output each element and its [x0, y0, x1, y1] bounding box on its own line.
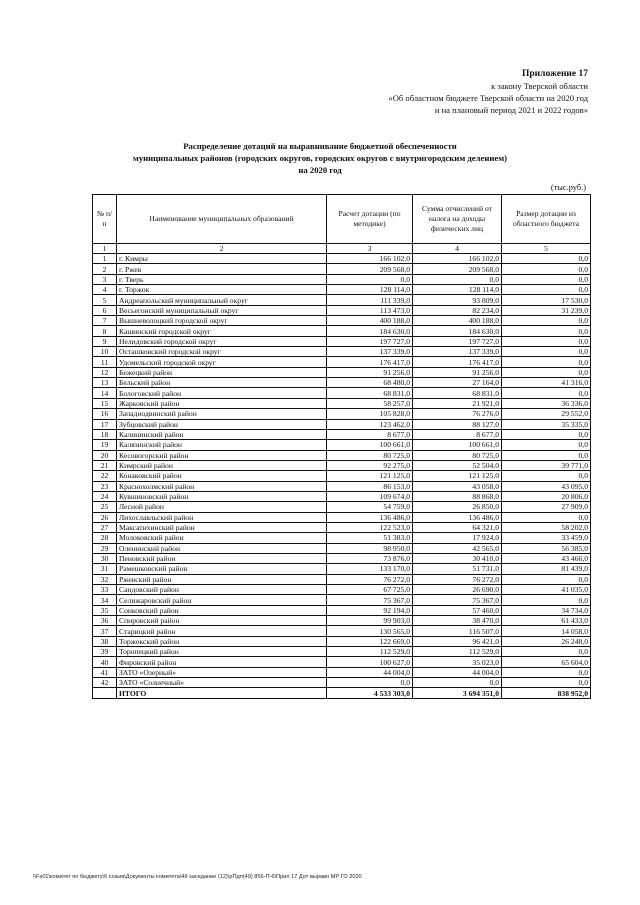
- tax-deduction-cell: 26 850,0: [413, 502, 502, 512]
- subsidy-amount-cell: 0,0: [502, 647, 591, 657]
- calculation-cell: 51 383,0: [327, 533, 413, 543]
- tax-deduction-cell: 100 661,0: [413, 440, 502, 450]
- municipality-name-cell: Спировский район: [117, 616, 327, 626]
- calculation-cell: 76 272,0: [327, 574, 413, 584]
- municipality-name-cell: Максатихинский район: [117, 522, 327, 532]
- subsidy-amount-cell: 0,0: [502, 440, 591, 450]
- subsidy-amount-cell: 33 459,0: [502, 533, 591, 543]
- calculation-cell: 130 565,0: [327, 626, 413, 636]
- row-number-cell: 7: [93, 316, 117, 326]
- table-row: [93, 636, 591, 646]
- table-row: [93, 357, 591, 367]
- municipality-name-cell: Фировский район: [117, 657, 327, 667]
- subsidy-amount-cell: 0,0: [502, 471, 591, 481]
- municipality-name-cell: Конаковский район: [117, 471, 327, 481]
- row-number-cell: 20: [93, 450, 117, 460]
- subsidy-amount-cell: 31 239,0: [502, 305, 591, 315]
- row-number-cell: 14: [93, 388, 117, 398]
- calculation-cell: 122 669,0: [327, 636, 413, 646]
- municipality-name-cell: Жарковский район: [117, 398, 327, 408]
- tax-deduction-cell: 8 677,0: [413, 429, 502, 439]
- table-row: [93, 398, 591, 408]
- table-row: [93, 616, 591, 626]
- table-row: [93, 522, 591, 532]
- municipality-name-cell: г. Торжок: [117, 285, 327, 295]
- subsidy-amount-cell: 0,0: [502, 336, 591, 346]
- title-line-3: на 2020 год: [298, 165, 342, 175]
- total-row: [93, 688, 591, 698]
- subsidy-amount-cell: 0,0: [502, 347, 591, 357]
- municipality-name-cell: Оленинский район: [117, 543, 327, 553]
- table-row: [93, 667, 591, 677]
- table-row: [93, 543, 591, 553]
- subsidy-amount-cell: 0,0: [502, 274, 591, 284]
- calculation-cell: 166 102,0: [327, 254, 413, 264]
- tax-deduction-cell: 75 367,0: [413, 595, 502, 605]
- table-row: [93, 605, 591, 615]
- calculation-cell: 92 194,0: [327, 605, 413, 615]
- calculation-cell: 400 188,0: [327, 316, 413, 326]
- table-row: [93, 595, 591, 605]
- tax-deduction-cell: 17 924,0: [413, 533, 502, 543]
- table-row: [93, 409, 591, 419]
- tax-deduction-cell: 68 831,0: [413, 388, 502, 398]
- subsidy-amount-cell: 0,0: [502, 667, 591, 677]
- calculation-cell: 109 674,0: [327, 491, 413, 501]
- table-row: [93, 440, 591, 450]
- municipality-name-cell: Рамешковский район: [117, 564, 327, 574]
- tax-deduction-cell: 0,0: [413, 274, 502, 284]
- subsidy-amount-cell: 39 771,0: [502, 460, 591, 470]
- calculation-cell: 137 339,0: [327, 347, 413, 357]
- subsidy-amount-cell: 41 316,0: [502, 378, 591, 388]
- calculation-cell: 184 630,0: [327, 326, 413, 336]
- row-number-cell: 25: [93, 502, 117, 512]
- calculation-cell: 92 275,0: [327, 460, 413, 470]
- table-row: [93, 378, 591, 388]
- calculation-cell: 176 417,0: [327, 357, 413, 367]
- municipality-name-cell: Молоковский район: [117, 533, 327, 543]
- tax-deduction-cell: 76 272,0: [413, 574, 502, 584]
- municipality-name-cell: Кесовогорский район: [117, 450, 327, 460]
- row-number-cell: 21: [93, 460, 117, 470]
- subsidy-amount-cell: 61 433,0: [502, 616, 591, 626]
- tax-deduction-cell: 52 504,0: [413, 460, 502, 470]
- table-body: [93, 254, 591, 699]
- table-row: [93, 657, 591, 667]
- row-number-cell: 32: [93, 574, 117, 584]
- column-number: 1: [93, 244, 117, 254]
- table-row: [93, 367, 591, 377]
- document-title: [60, 140, 580, 176]
- header-subsidy-amount: Размер дотации из областного бюджета: [502, 195, 591, 244]
- tax-deduction-cell: 38 470,0: [413, 616, 502, 626]
- row-number-cell: 31: [93, 564, 117, 574]
- municipality-name-cell: ЗАТО «Солнечный»: [117, 678, 327, 688]
- calculation-cell: 136 486,0: [327, 512, 413, 522]
- table-row: [93, 285, 591, 295]
- tax-deduction-cell: 128 114,0: [413, 285, 502, 295]
- total-label-cell: ИТОГО: [117, 688, 327, 698]
- subsidy-amount-cell: 27 909,0: [502, 502, 591, 512]
- file-path-footer: \\Fs01\комитет по бюджету\6 созыв\Документы комитета\49 заседание (12)\рПдп(49) 856-П-6\Прил 17 Дот выравн МР ГО 2020: [33, 874, 362, 880]
- tax-deduction-cell: 121 125,0: [413, 471, 502, 481]
- subsidy-amount-cell: 65 604,0: [502, 657, 591, 667]
- subsidy-amount-cell: 35 335,0: [502, 419, 591, 429]
- subsidy-amount-cell: 17 530,0: [502, 295, 591, 305]
- calculation-cell: 54 759,0: [327, 502, 413, 512]
- tax-deduction-cell: 57 460,0: [413, 605, 502, 615]
- row-number-cell: 35: [93, 605, 117, 615]
- column-number: 4: [413, 244, 502, 254]
- tax-deduction-cell: 197 727,0: [413, 336, 502, 346]
- subsidy-amount-cell: 81 439,0: [502, 564, 591, 574]
- tax-deduction-cell: 116 507,0: [413, 626, 502, 636]
- table-row: [93, 295, 591, 305]
- row-number-cell: 16: [93, 409, 117, 419]
- calculation-cell: 91 256,0: [327, 367, 413, 377]
- table-row: [93, 347, 591, 357]
- table-row: [93, 471, 591, 481]
- table-row: [93, 626, 591, 636]
- row-number-cell: 13: [93, 378, 117, 388]
- row-number-cell: 26: [93, 512, 117, 522]
- subsidy-amount-cell: 0,0: [502, 574, 591, 584]
- tax-deduction-cell: 76 276,0: [413, 409, 502, 419]
- row-number-cell: 9: [93, 336, 117, 346]
- subsidy-amount-cell: 29 552,0: [502, 409, 591, 419]
- row-number-cell: 8: [93, 326, 117, 336]
- subsidy-amount-cell: 0,0: [502, 367, 591, 377]
- table-row: [93, 647, 591, 657]
- row-number-cell: 17: [93, 419, 117, 429]
- tax-deduction-cell: 166 102,0: [413, 254, 502, 264]
- row-number-cell: 15: [93, 398, 117, 408]
- tax-deduction-cell: 43 058,0: [413, 481, 502, 491]
- header-tax-deductions: Сумма отчислений от налога на доходы физических лиц: [413, 195, 502, 244]
- row-number-cell: 11: [93, 357, 117, 367]
- tax-deduction-cell: 30 410,0: [413, 553, 502, 563]
- column-number: 2: [117, 244, 327, 254]
- calculation-cell: 128 114,0: [327, 285, 413, 295]
- tax-deduction-cell: 88 868,0: [413, 491, 502, 501]
- subsidy-amount-cell: 0,0: [502, 595, 591, 605]
- calculation-cell: 80 725,0: [327, 450, 413, 460]
- tax-deduction-cell: 80 725,0: [413, 450, 502, 460]
- row-number-cell: 3: [93, 274, 117, 284]
- municipality-name-cell: Кашинский городской округ: [117, 326, 327, 336]
- subsidy-amount-cell: 56 385,0: [502, 543, 591, 553]
- appendix-line-3: и на плановый период 2021 и 2022 годов»: [434, 105, 588, 115]
- municipality-name-cell: Торопецкий район: [117, 647, 327, 657]
- appendix-header: [388, 68, 588, 116]
- municipality-name-cell: Калязинский район: [117, 440, 327, 450]
- subsidy-amount-cell: 0,0: [502, 678, 591, 688]
- row-number-cell: 6: [93, 305, 117, 315]
- appendix-line-1: к закону Тверской области: [491, 81, 588, 91]
- tax-deduction-cell: 82 234,0: [413, 305, 502, 315]
- row-number-cell: 36: [93, 616, 117, 626]
- municipality-name-cell: Лесной район: [117, 502, 327, 512]
- table-row: [93, 502, 591, 512]
- row-number-cell: 40: [93, 657, 117, 667]
- calculation-cell: 121 125,0: [327, 471, 413, 481]
- column-number-row: [93, 244, 591, 254]
- tax-deduction-cell: 51 731,0: [413, 564, 502, 574]
- row-number-cell: 12: [93, 367, 117, 377]
- tax-deduction-cell: 176 417,0: [413, 357, 502, 367]
- column-number: 3: [327, 244, 413, 254]
- subsidy-amount-cell: 26 248,0: [502, 636, 591, 646]
- calculation-cell: 98 950,0: [327, 543, 413, 553]
- row-number-cell: 22: [93, 471, 117, 481]
- row-number-cell: 33: [93, 585, 117, 595]
- municipality-name-cell: Ржевский район: [117, 574, 327, 584]
- calculation-cell: 73 876,0: [327, 553, 413, 563]
- tax-deduction-cell: 0,0: [413, 678, 502, 688]
- subsidy-amount-cell: 43 466,0: [502, 553, 591, 563]
- appendix-line-2: «Об областном бюджете Тверской области на 2020 год: [388, 93, 588, 103]
- municipality-name-cell: Лихославльский район: [117, 512, 327, 522]
- tax-deduction-cell: 184 630,0: [413, 326, 502, 336]
- municipality-name-cell: Удомельский городской округ: [117, 357, 327, 367]
- row-number-cell: 29: [93, 543, 117, 553]
- table-row: [93, 678, 591, 688]
- municipality-name-cell: Кимрский район: [117, 460, 327, 470]
- subsidy-amount-cell: 0,0: [502, 450, 591, 460]
- row-number-cell: 28: [93, 533, 117, 543]
- tax-deduction-cell: 21 921,0: [413, 398, 502, 408]
- title-line-1: Распределение дотаций на выравнивание бюджетной обеспеченности: [183, 141, 457, 151]
- table-row: [93, 326, 591, 336]
- calculation-cell: 100 661,0: [327, 440, 413, 450]
- municipality-name-cell: Старицкий район: [117, 626, 327, 636]
- subsidy-amount-cell: 20 806,0: [502, 491, 591, 501]
- row-number-cell: 34: [93, 595, 117, 605]
- municipality-name-cell: Нелидовский городской округ: [117, 336, 327, 346]
- municipality-name-cell: Сандовский район: [117, 585, 327, 595]
- table-row: [93, 429, 591, 439]
- appendix-number: Приложение 17: [521, 69, 588, 79]
- municipality-name-cell: ЗАТО «Озерный»: [117, 667, 327, 677]
- row-number-cell: 38: [93, 636, 117, 646]
- total-subsidy-cell: 838 952,0: [502, 688, 591, 698]
- row-number-cell: 2: [93, 264, 117, 274]
- tax-deduction-cell: 35 023,0: [413, 657, 502, 667]
- table-row: [93, 585, 591, 595]
- table-row: [93, 564, 591, 574]
- calculation-cell: 122 523,0: [327, 522, 413, 532]
- subsidy-amount-cell: 0,0: [502, 512, 591, 522]
- calculation-cell: 197 727,0: [327, 336, 413, 346]
- tax-deduction-cell: 400 188,0: [413, 316, 502, 326]
- municipality-name-cell: Осташковский городской округ: [117, 347, 327, 357]
- row-number-cell: 24: [93, 491, 117, 501]
- tax-deduction-cell: 26 690,0: [413, 585, 502, 595]
- row-number-cell: 18: [93, 429, 117, 439]
- subsidy-amount-cell: 43 095,0: [502, 481, 591, 491]
- row-number-cell: 41: [93, 667, 117, 677]
- tax-deduction-cell: 88 127,0: [413, 419, 502, 429]
- row-number-cell: 30: [93, 553, 117, 563]
- calculation-cell: 123 462,0: [327, 419, 413, 429]
- row-number-cell: 19: [93, 440, 117, 450]
- table-row: [93, 491, 591, 501]
- subsidy-amount-cell: 0,0: [502, 357, 591, 367]
- row-number-cell: 1: [93, 254, 117, 264]
- table-row: [93, 264, 591, 274]
- table-row: [93, 460, 591, 470]
- subsidy-amount-cell: 14 058,0: [502, 626, 591, 636]
- tax-deduction-cell: 91 256,0: [413, 367, 502, 377]
- municipality-name-cell: г. Кимры: [117, 254, 327, 264]
- calculation-cell: 75 367,0: [327, 595, 413, 605]
- municipality-name-cell: г. Тверь: [117, 274, 327, 284]
- subsidy-amount-cell: 34 734,0: [502, 605, 591, 615]
- municipality-name-cell: Селижаровский район: [117, 595, 327, 605]
- municipality-name-cell: г. Ржев: [117, 264, 327, 274]
- header-number: № п/п: [93, 195, 117, 244]
- tax-deduction-cell: 209 568,0: [413, 264, 502, 274]
- row-number-cell: 37: [93, 626, 117, 636]
- tax-deduction-cell: 112 529,0: [413, 647, 502, 657]
- calculation-cell: 0,0: [327, 678, 413, 688]
- tax-deduction-cell: 42 565,0: [413, 543, 502, 553]
- municipality-name-cell: Торжокский район: [117, 636, 327, 646]
- tax-deduction-cell: 64 321,0: [413, 522, 502, 532]
- calculation-cell: 105 828,0: [327, 409, 413, 419]
- row-number-cell: 23: [93, 481, 117, 491]
- calculation-cell: 99 903,0: [327, 616, 413, 626]
- header-calculation: Расчет дотации (по методике): [327, 195, 413, 244]
- table-row: [93, 481, 591, 491]
- municipality-name-cell: Зубцовский район: [117, 419, 327, 429]
- total-tax-deduction-cell: 3 694 351,0: [413, 688, 502, 698]
- subsidy-amount-cell: 0,0: [502, 285, 591, 295]
- calculation-cell: 68 480,0: [327, 378, 413, 388]
- calculation-cell: 209 568,0: [327, 264, 413, 274]
- column-number: 5: [502, 244, 591, 254]
- row-number-cell: 10: [93, 347, 117, 357]
- calculation-cell: 8 677,0: [327, 429, 413, 439]
- row-number-cell: 39: [93, 647, 117, 657]
- subsidy-amount-cell: 0,0: [502, 326, 591, 336]
- row-number-cell: 5: [93, 295, 117, 305]
- subsidy-amount-cell: 41 035,0: [502, 585, 591, 595]
- tax-deduction-cell: 137 339,0: [413, 347, 502, 357]
- subsidy-amount-cell: 0,0: [502, 264, 591, 274]
- tax-deduction-cell: 27 164,0: [413, 378, 502, 388]
- table-row: [93, 512, 591, 522]
- table-row: [93, 254, 591, 264]
- calculation-cell: 86 153,0: [327, 481, 413, 491]
- calculation-cell: 112 529,0: [327, 647, 413, 657]
- municipality-name-cell: Западнодвинский район: [117, 409, 327, 419]
- municipality-name-cell: Калининский район: [117, 429, 327, 439]
- municipality-name-cell: Бологовский район: [117, 388, 327, 398]
- calculation-cell: 0,0: [327, 274, 413, 284]
- table-row: [93, 553, 591, 563]
- municipality-name-cell: Кувшиновский район: [117, 491, 327, 501]
- subsidy-amount-cell: 0,0: [502, 429, 591, 439]
- tax-deduction-cell: 44 004,0: [413, 667, 502, 677]
- municipality-name-cell: Андреапольский муниципальный округ: [117, 295, 327, 305]
- tax-deduction-cell: 93 809,0: [413, 295, 502, 305]
- table-row: [93, 533, 591, 543]
- tax-deduction-cell: 136 486,0: [413, 512, 502, 522]
- subsidy-amount-cell: 36 336,0: [502, 398, 591, 408]
- table-header-row: [93, 195, 591, 244]
- subsidy-amount-cell: 0,0: [502, 316, 591, 326]
- calculation-cell: 100 627,0: [327, 657, 413, 667]
- tax-deduction-cell: 96 421,0: [413, 636, 502, 646]
- total-empty-cell: [93, 688, 117, 698]
- row-number-cell: 42: [93, 678, 117, 688]
- subsidy-amount-cell: 0,0: [502, 388, 591, 398]
- municipality-name-cell: Вышневолоцкий городской округ: [117, 316, 327, 326]
- calculation-cell: 113 473,0: [327, 305, 413, 315]
- subsidy-table: [92, 194, 591, 699]
- municipality-name-cell: Бельский район: [117, 378, 327, 388]
- calculation-cell: 67 725,0: [327, 585, 413, 595]
- municipality-name-cell: Бежецкий район: [117, 367, 327, 377]
- row-number-cell: 27: [93, 522, 117, 532]
- subsidy-amount-cell: 0,0: [502, 254, 591, 264]
- table-row: [93, 388, 591, 398]
- calculation-cell: 68 831,0: [327, 388, 413, 398]
- units-label: (тыс.руб.): [550, 183, 586, 192]
- municipality-name-cell: Краснохолмский район: [117, 481, 327, 491]
- header-name: Наименование муниципальных образований: [117, 195, 327, 244]
- table-row: [93, 274, 591, 284]
- table-row: [93, 336, 591, 346]
- calculation-cell: 44 004,0: [327, 667, 413, 677]
- table-row: [93, 419, 591, 429]
- title-line-2: муниципальных районов (городских округов, городских округов с внутригородским делением): [132, 153, 508, 163]
- total-calculation-cell: 4 533 303,0: [327, 688, 413, 698]
- table-row: [93, 305, 591, 315]
- calculation-cell: 133 170,0: [327, 564, 413, 574]
- calculation-cell: 111 339,0: [327, 295, 413, 305]
- table-row: [93, 316, 591, 326]
- subsidy-amount-cell: 58 202,0: [502, 522, 591, 532]
- table-row: [93, 574, 591, 584]
- municipality-name-cell: Пеновский район: [117, 553, 327, 563]
- table-row: [93, 450, 591, 460]
- municipality-name-cell: Сонковский район: [117, 605, 327, 615]
- row-number-cell: 4: [93, 285, 117, 295]
- calculation-cell: 58 257,0: [327, 398, 413, 408]
- municipality-name-cell: Весьегонский муниципальный округ: [117, 305, 327, 315]
